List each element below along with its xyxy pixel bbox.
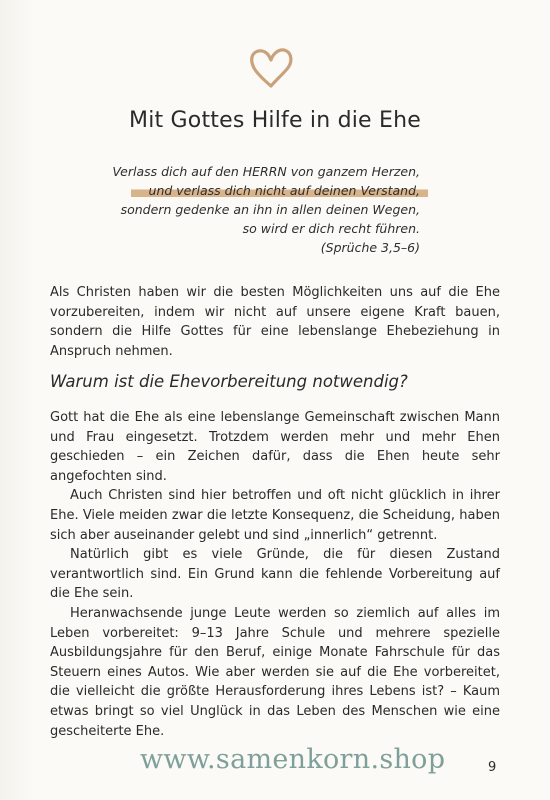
quote-line-4: so wird er dich recht führen. [242,221,420,236]
quote-line-3: sondern gedenke an ihn in allen deinen Wegen, [120,202,420,217]
quote-reference: (Sprüche 3,5–6) [320,240,420,255]
quote-line-2-highlighted: und verlass dich nicht auf deinen Verstand, [131,183,428,198]
paragraph: Natürlich gibt es viele Gründe, die für diesen Zustand verantwortlich sind. Ein Grund kann die fehlende Vorbereitung auf die Ehe sein. [50,547,500,602]
paragraph: Auch Christen sind hier betroffen und oft nicht glücklich in ihrer Ehe. Viele meiden zwar die letzte Konsequenz, die Scheidung, haben sich aber auseinander gelebt und sind „innerlich“ getrennt. [50,488,500,543]
section-body [50,408,500,741]
chapter-title: Mit Gottes Hilfe in die Ehe [129,108,421,133]
paragraph: Gott hat die Ehe als eine lebenslange Gemeinschaft zwischen Mann und Frau eingesetzt. Trotzdem werden mehr und mehr Ehen geschieden – ein Zeichen dafür, dass die Ehen heute sehr angefochten sind. [50,410,500,484]
intro-paragraph: Als Christen haben wir die besten Möglichkeiten uns auf die Ehe vorzubereiten, indem wir nicht auf unsere eigene Kraft bauen, sondern die Hilfe Gottes für eine lebenslange Ehebeziehung in Anspruch nehmen. [50,285,500,359]
page-number: 9 [488,760,497,775]
quote-line-1: Verlass dich auf den HERRN von ganzem Herzen, [112,164,420,179]
bible-quote [100,162,420,257]
heart-outline-icon [247,46,295,90]
paragraph: Heranwachsende junge Leute werden so ziemlich auf alles im Leben vorbereitet: 9–13 Jahre Schule und mehrere spezielle Ausbildungsjahre für den Beruf, einige Monate Fahrschule für das Steuern eines Autos. Wie aber werden sie auf die Ehe vorbereitet, die vielleicht die größte Herausforderung ihres Lebens ist? – Kaum etwas bringt so viel Unglück in das Leben des Menschen wie eine gescheiterte Ehe. [50,605,500,739]
section-heading: Warum ist die Ehevorbereitung notwendig? [50,372,408,391]
shop-watermark: www.samenkorn.shop [140,744,446,775]
